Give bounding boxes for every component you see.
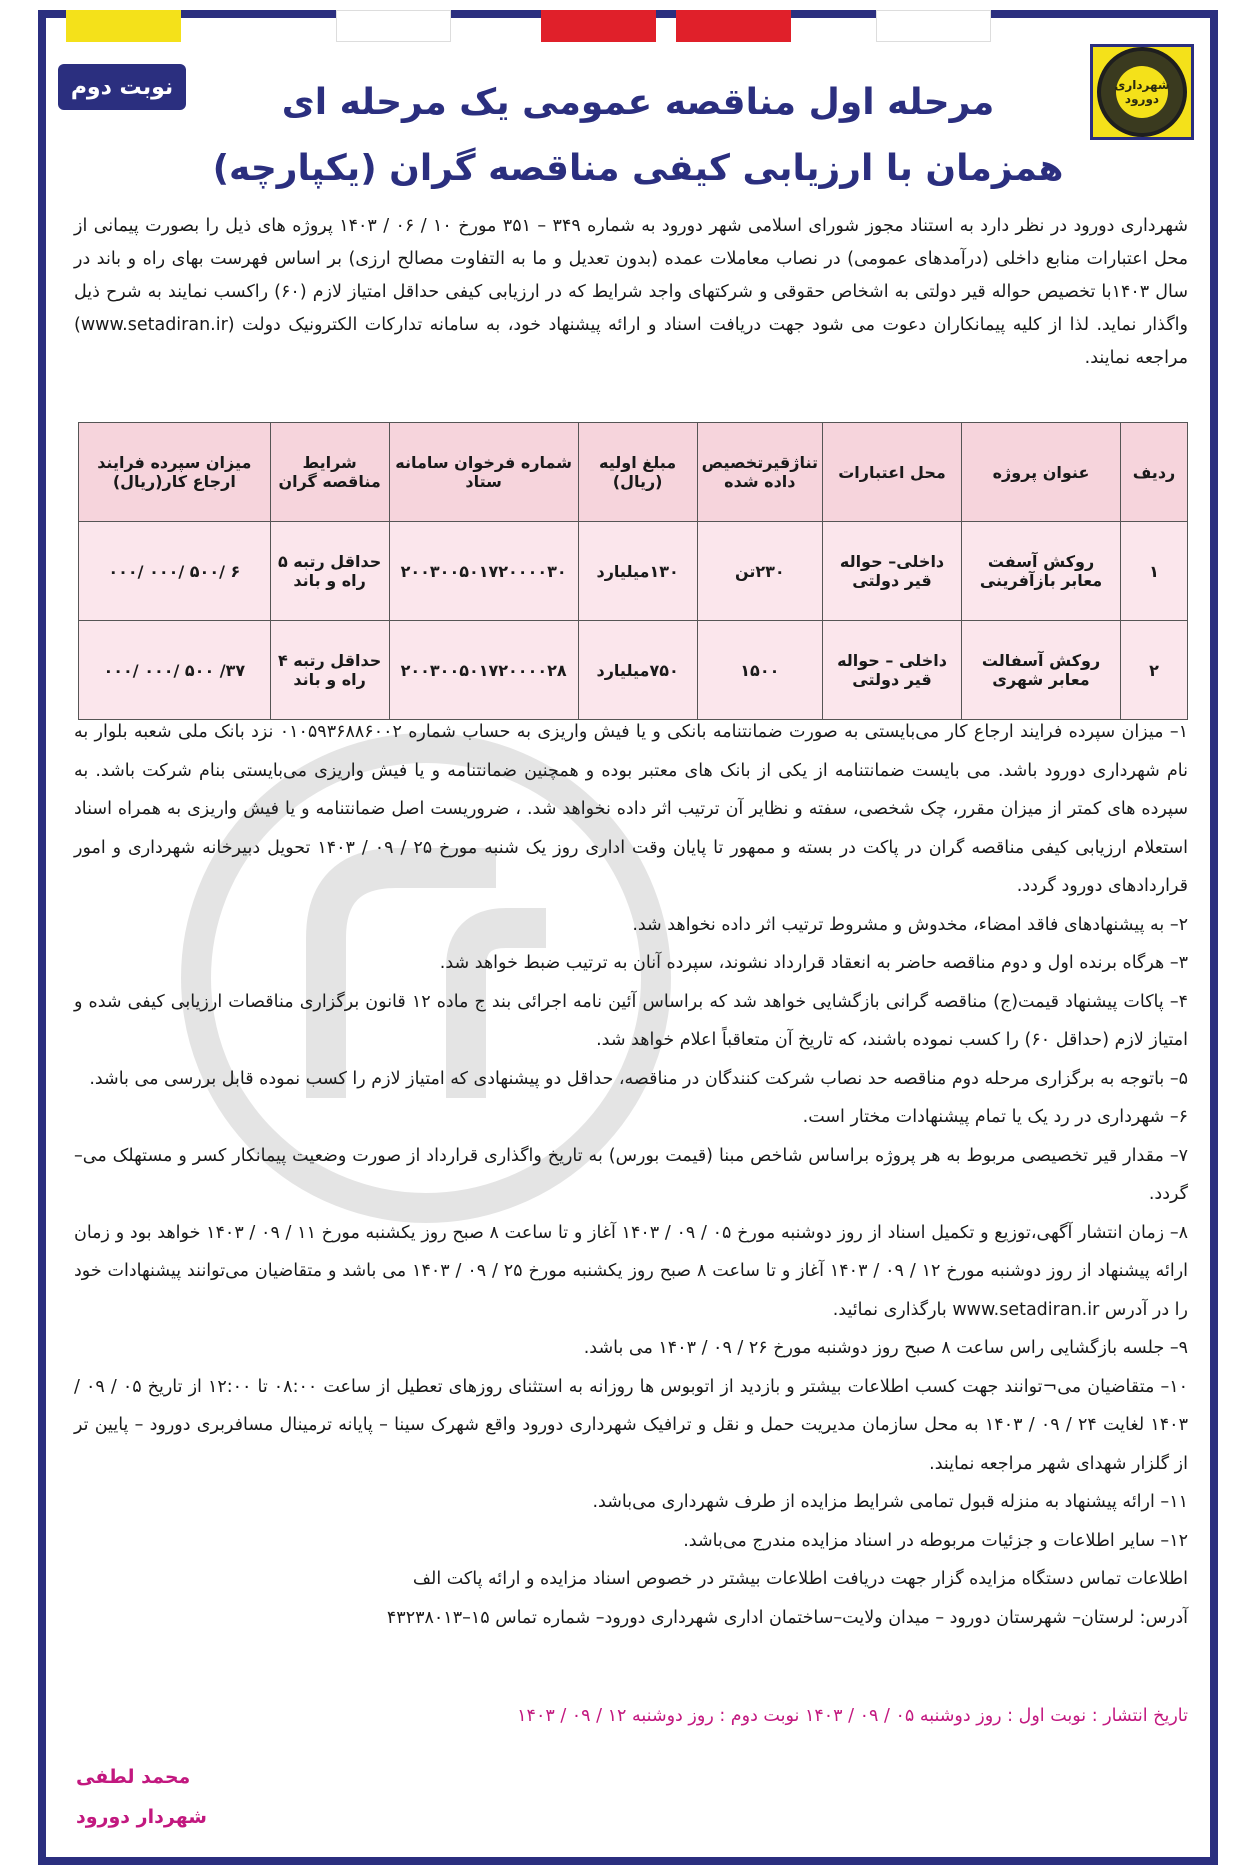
term-item: ۳– هرگاه برنده اول و دوم مناقصه حاضر به انعقاد قرارداد نشوند، سپرده آنان به ترتیب ضبط خواهد شد. [439, 953, 1188, 973]
table-cell: ۲۰۰۳۰۰۵۰۱۷۲۰۰۰۰۲۸ [389, 621, 578, 720]
term-item: ۱۱– ارائه پیشنهاد به منزله قبول تمامی شرایط مزایده از طرف شهرداری می‌باشد. [592, 1492, 1188, 1512]
table-cell: حداقل رتبه ۴ راه و باند [270, 621, 389, 720]
term-item: ۱۰– متقاضیان می¬توانند جهت کسب اطلاعات بیشتر و بازدید از اتوبوس ها روزانه به استثنای روزهای تعطیل از ساعت ۰۸:۰۰ تا ۱۲:۰۰ از تاریخ ۰۵ / ۰۹ / ۱۴۰۳ لغایت ۲۴ / ۰۹ / ۱۴۰۳ به محل سازمان مدیریت حمل و نقل و ترافیک شهرداری دورود واقع شهرک سینا – پایانه ترمینال مسافربری دورود – پایین تر از گلزار شهدای شهر مراجعه نمایند. [74, 1376, 1189, 1474]
column-header: عنوان پروژه [962, 423, 1121, 522]
term-item: ۸– زمان انتشار آگهی،توزیع و تکمیل اسناد از روز دوشنبه مورخ ۰۵ / ۰۹ / ۱۴۰۳ آغاز و تا ساعت ۸ صبح روز یکشنبه مورخ ۱۱ / ۰۹ / ۱۴۰۳ خواهد بود و زمان ارائه پیشنهاد از روز دوشنبه مورخ ۱۲ / ۰۹ / ۱۴۰۳ آغاز و تا ساعت ۸ صبح روز یکشنبه مورخ ۲۵ / ۰۹ / ۱۴۰۳ می باشد و متقاضیان می‌توانند پیشنهادات خود را در آدرس www.setadiran.ir بارگذاری نمائید. [74, 1222, 1189, 1320]
municipality-logo [1090, 44, 1194, 140]
red-bar [676, 10, 791, 42]
column-header: میزان سپرده فرایند ارجاع کار(ریال) [79, 423, 271, 522]
term-item: ۵– باتوجه به برگزاری مرحله دوم مناقصه حد نصاب شرکت کنندگان در مناقصه، حداقل دو پیشنهادی که امتیاز لازم را کسب نموده قابل بررسی می باشد. [89, 1068, 1188, 1089]
signer-role: شهردار دورود [76, 1806, 207, 1828]
logo-emblem [1097, 47, 1187, 137]
table-cell: ۱ [1121, 522, 1188, 621]
column-header: شماره فرخوان سامانه ستاد [389, 423, 578, 522]
title-line-1: مرحله اول مناقصه عمومی یک مرحله ای [281, 82, 995, 123]
table-cell: ۲۳۰تن [697, 522, 822, 621]
table-cell: داخلی– حواله قیر دولتی [823, 522, 962, 621]
title-line-2: همزمان با ارزیابی کیفی مناقصه گران (یکپارچه) [212, 148, 1064, 189]
page-title [196, 70, 1080, 202]
table-cell: روکش آسفت معابر بازآفرینی [962, 522, 1121, 621]
term-item: ۱– میزان سپرده فرایند ارجاع کار می‌بایستی به صورت ضمانتنامه بانکی و یا فیش واریزی به حساب شماره ۰۱۰۵۹۳۶۸۸۶۰۰۲ نزد بانک ملی شعبه بلوار به نام شهرداری دورود باشد. می بایست ضمانتنامه از یکی از بانک های معتبر بوده و همچنین ضمانتنامه و یا فیش واریزی می‌بایستی بنام شرکت باشد. به سپرده های کمتر از میزان مقرر، چک شخصی، سفته و نظایر آن ترتیب اثر داده نخواهد شد. ، ضروریست اصل ضمانتنامه و یا فیش واریزی به همراه اسناد استعلام ارزیابی کیفی مناقصه گران در پاکت در بسته و ممهور تا پایان وقت اداری روز یک شنبه مورخ ۲۵ / ۰۹ / ۱۴۰۳ تحویل دبیرخانه شهرداری و امور قراردادهای دورود گردد. [74, 722, 1189, 896]
table-row [79, 522, 1188, 621]
contact-info: اطلاعات تماس دستگاه مزایده گزار جهت دریافت اطلاعات بیشتر در خصوص اسناد مزایده و ارائه پاکت الف [412, 1569, 1188, 1589]
term-item: ۶– شهرداری در رد یک یا تمام پیشنهادات مختار است. [802, 1107, 1188, 1127]
table-cell: ۷۵۰میلیارد [578, 621, 697, 720]
table-cell: ۲ [1121, 621, 1188, 720]
table-cell: روکش آسفالت معابر شهری [962, 621, 1121, 720]
table-cell: ۱۳۰میلیارد [578, 522, 697, 621]
term-item: ۲– به پیشنهادهای فاقد امضاء، مخدوش و مشروط ترتیب اثر داده نخواهد شد. [632, 914, 1188, 935]
yellow-bar [66, 10, 181, 42]
column-header: شرایط مناقصه گران [270, 423, 389, 522]
address: آدرس: لرستان– شهرستان دورود – میدان ولایت–ساختمان اداری شهرداری دورود– شماره تماس ۱۵–۴۳۲۳۸۰۱۳ [386, 1607, 1188, 1628]
table-cell: داخلی – حواله قیر دولتی [823, 621, 962, 720]
column-header: مبلغ اولیه (ریال) [578, 423, 697, 522]
red-bar [541, 10, 656, 42]
round-badge: نوبت دوم [58, 64, 186, 110]
term-item: ۱۲– سایر اطلاعات و جزئیات مربوطه در اسناد مزایده مندرج می‌باشد. [683, 1530, 1188, 1551]
white-bar [876, 10, 991, 42]
notice-frame [38, 10, 1218, 1865]
intro-paragraph: شهرداری دورود در نظر دارد به استناد مجوز شورای اسلامی شهر دورود به شماره ۳۴۹ – ۳۵۱ مورخ ۱۰ / ۰۶ / ۱۴۰۳ پروژه های ذیل را بصورت پیمانی از محل اعتبارات منابع داخلی (درآمدهای عمومی) در نصاب معاملات عمده (بدون تعدیل و ما به التفاوت مصالح ارزی) بر اساس فهرست بهای راه و باند در سال ۱۴۰۳با تخصیص حواله قیر دولتی به اشخاص حقوقی و شرکتهای واجد شرایط که در ارزیابی کیفی حداقل امتیاز لازم (۶۰) راکسب نمایند به شرح ذیل واگذار نماید. لذا از کلیه پیمانکاران دعوت می شود جهت دریافت اسناد و ارائه پیشنهاد خود، به سامانه تدارکات الکترونیک دولت (www.setadiran.ir) مراجعه نمایند. [74, 216, 1188, 368]
term-item: ۷– مقدار قیر تخصیصی مربوط به هر پروژه براساس شاخص مبنا (قیمت بورس) به تاریخ واگذاری قرارداد از صورت وضعیت پیمانکار کسر و مستهلک می–گردد. [74, 1145, 1188, 1204]
table-row [79, 621, 1188, 720]
term-item: ۹– جلسه بازگشایی راس ساعت ۸ صبح روز دوشنبه مورخ ۲۶ / ۰۹ / ۱۴۰۳ می باشد. [583, 1338, 1188, 1358]
signer-name: محمد لطفی [76, 1766, 191, 1788]
table-cell: ۶ /۵۰۰ /۰۰۰ /۰۰۰ [79, 522, 271, 621]
table-cell: ۳۷/ ۵۰۰ /۰۰۰ /۰۰۰ [79, 621, 271, 720]
top-color-bars [46, 10, 1210, 42]
table-cell: ۲۰۰۳۰۰۵۰۱۷۲۰۰۰۰۳۰ [389, 522, 578, 621]
white-bar [336, 10, 451, 42]
terms-list [74, 713, 1188, 1637]
column-header: تناژقیرتخصیص داده شده [697, 423, 822, 522]
column-header: ردیف [1121, 423, 1188, 522]
logo-text: شهرداری دورود [1116, 66, 1168, 118]
table-cell: ۱۵۰۰ [697, 621, 822, 720]
term-item: ۴– پاکات پیشنهاد قیمت(ج) مناقصه گرانی بازگشایی خواهد شد که براساس آئین نامه اجرائی بند ج ماده ۱۲ قانون برگزاری مناقصات ارزیابی کیفی شده و امتیاز لازم (حداقل ۶۰) را کسب نموده باشند، که تاریخ آن متعاقباً اعلام خواهد شد. [74, 991, 1188, 1050]
projects-table [78, 422, 1188, 720]
publication-dates: تاریخ انتشار : نوبت اول : روز دوشنبه ۰۵ / ۰۹ / ۱۴۰۳ نوبت دوم : روز دوشنبه ۱۲ / ۰۹ / ۱۴۰۳ [517, 1706, 1188, 1726]
column-header: محل اعتبارات [823, 423, 962, 522]
table-header-row [79, 423, 1188, 522]
table-cell: حداقل رتبه ۵ راه و باند [270, 522, 389, 621]
